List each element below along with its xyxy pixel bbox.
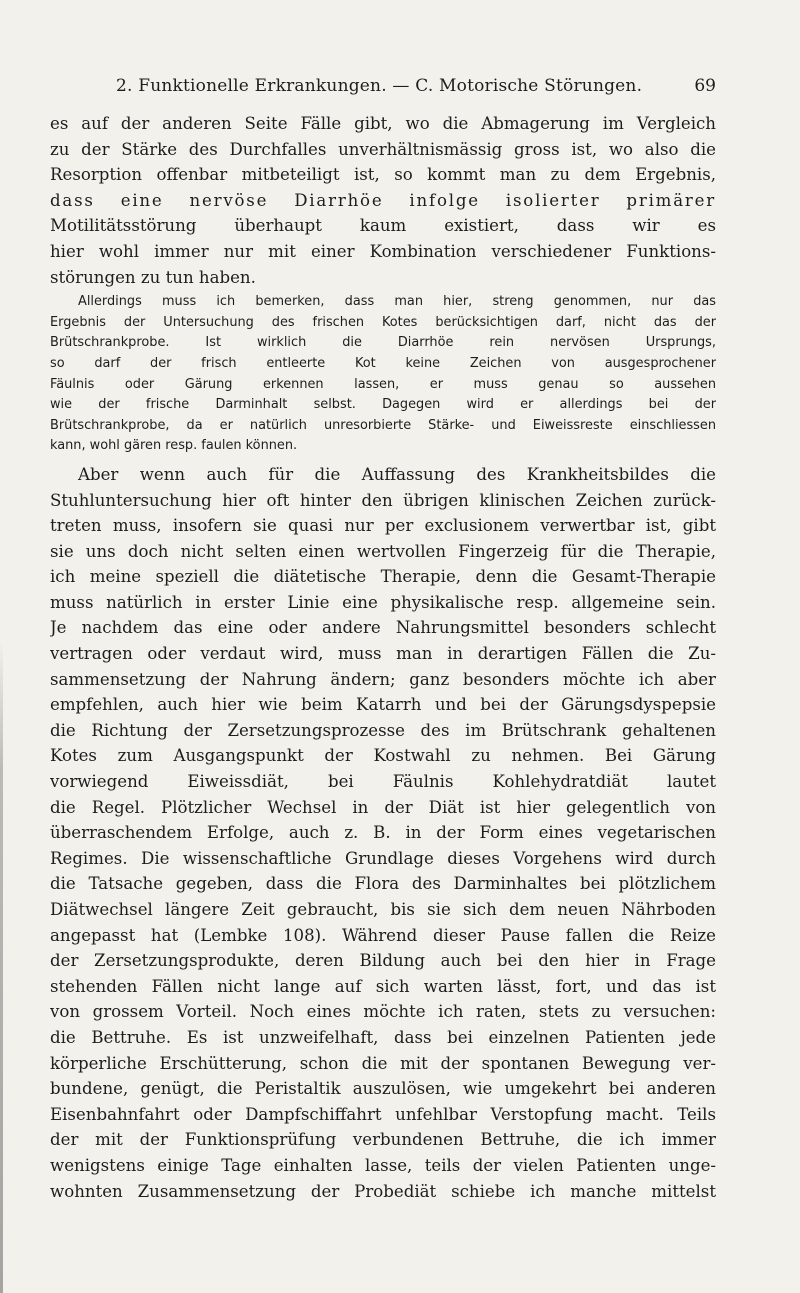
text-line: Diätwechsel längere Zeit gebraucht, bis sie sich dem neuen Nährboden [50, 900, 716, 919]
text-line: Aber wenn auch für die Auffassung des Krankheitsbildes die [78, 464, 716, 484]
note-line: Fäulnis oder Gärung erkennen lassen, er muss genau so aussehen [50, 376, 716, 392]
text-line: angepasst hat (Lembke 108). Während dieser Pause fallen die Reize [50, 925, 716, 945]
text-line: Regimes. Die wissenschaftliche Grundlage dieses Vorgehens wird durch [50, 848, 716, 868]
text-line: muss natürlich in erster Linie eine physikalische resp. allgemeine sein. [50, 592, 716, 612]
page-header [116, 76, 716, 104]
text-line: sie uns doch nicht selten einen wertvollen Fingerzeig für die Therapie, [50, 541, 716, 561]
page-number: 69 [694, 76, 716, 96]
note-line: Brütschrankprobe, da er natürlich unresorbierte Stärke- und Eiweissreste einschliessen [50, 417, 716, 433]
text-line-emphasis: dass eine nervöse Diarrhöe infolge isolierter primärer [50, 190, 716, 210]
paragraph-3 [50, 462, 716, 1204]
note-line: so darf der frisch entleerte Kot keine Zeichen von ausgesprochener [50, 355, 716, 371]
text-line: Eisenbahnfahrt oder Dampfschiffahrt unfehlbar Verstopfung macht. Teils [50, 1104, 716, 1124]
note-line: wie der frische Darminhalt selbst. Dagegen wird er allerdings bei der [50, 397, 716, 413]
note-line: Brütschrankprobe. Ist wirklich die Diarrhöe rein nervösen Ursprungs, [50, 335, 716, 351]
text-line: körperliche Erschütterung, schon die mit der spontanen Bewegung ver- [50, 1053, 716, 1073]
note-line: Ergebnis der Untersuchung des frischen Kotes berücksichtigen darf, nicht das der [50, 314, 716, 330]
note-line: kann, wohl gären resp. faulen können. [50, 438, 298, 454]
text-line: wenigstens einige Tage einhalten lasse, teils der vielen Patienten unge- [50, 1155, 716, 1175]
text-line: hier wohl immer nur mit einer Kombination verschiedener Funktions- [50, 241, 716, 261]
text-line: ich meine speziell die diätetische Therapie, denn die Gesamt-Therapie [50, 567, 716, 587]
text-line: der mit der Funktionsprüfung verbundenen Bettruhe, die ich immer [50, 1130, 716, 1150]
body-text [50, 111, 716, 1204]
running-title: 2. Funktionelle Erkrankungen. — C. Motorische Störungen. [116, 76, 643, 96]
text-line: die Regel. Plötzlicher Wechsel in der Diät ist hier gelegentlich von [50, 797, 716, 817]
text-line: Kotes zum Ausgangspunkt der Kostwahl zu nehmen. Bei Gärung [50, 746, 716, 766]
text-line: es auf der anderen Seite Fälle gibt, wo die Abmagerung im Vergleich [50, 114, 716, 133]
text-line: Resorption offenbar mitbeteiligt ist, so kommt man zu dem Ergebnis, [50, 165, 716, 185]
note-line: Allerdings muss ich bemerken, dass man hier, streng genommen, nur das [78, 294, 716, 310]
text-line: störungen zu tun haben. [50, 267, 256, 287]
text-line: zu der Stärke des Durchfalles unverhältnismässig gross ist, wo also die [50, 139, 716, 159]
text-line: von grossem Vorteil. Noch eines möchte ich raten, stets zu versuchen: [50, 1002, 716, 1022]
text-line: Je nachdem das eine oder andere Nahrungsmittel besonders schlecht [50, 618, 716, 638]
text-line: die Tatsache gegeben, dass die Flora des Darminhaltes bei plötzlichem [50, 874, 716, 894]
paragraph-1 [50, 111, 716, 290]
text-line: überraschendem Erfolge, auch z. B. in der Form eines vegetarischen [50, 823, 716, 843]
text-line: wohnten Zusammensetzung der Probediät schiebe ich manche mittelst [50, 1181, 716, 1201]
text-line: die Richtung der Zersetzungsprozesse des im Brütschrank gehaltenen [50, 720, 716, 740]
text-line: stehenden Fällen nicht lange auf sich warten lässt, fort, und das ist [50, 976, 716, 996]
text-line-emphasis: vorwiegend Eiweissdiät, bei Fäulnis Kohlehydratdiät lautet [50, 772, 716, 792]
text-line: empfehlen, auch hier wie beim Katarrh und bei der Gärungsdyspepsie [50, 695, 716, 715]
paragraph-2-note [50, 292, 716, 457]
text-line: der Zersetzungsprodukte, deren Bildung auch bei den hier in Frage [50, 951, 716, 971]
scan-edge-shadow [0, 640, 3, 1293]
text-line: Stuhluntersuchung hier oft hinter den übrigen klinischen Zeichen zurück- [50, 490, 716, 510]
text-line: sammensetzung der Nahrung ändern; ganz besonders möchte ich aber [50, 669, 716, 689]
text-line-emphasis: Motilitätsstörung überhaupt kaum existiert, dass wir es [50, 216, 716, 236]
text-line: bundene, genügt, die Peristaltik auszulösen, wie umgekehrt bei anderen [50, 1079, 716, 1099]
text-line: vertragen oder verdaut wird, muss man in derartigen Fällen die Zu- [50, 644, 716, 664]
text-line: treten muss, insofern sie quasi nur per exclusionem verwertbar ist, gibt [50, 516, 716, 536]
text-line: die Bettruhe. Es ist unzweifelhaft, dass bei einzelnen Patienten jede [50, 1027, 716, 1047]
